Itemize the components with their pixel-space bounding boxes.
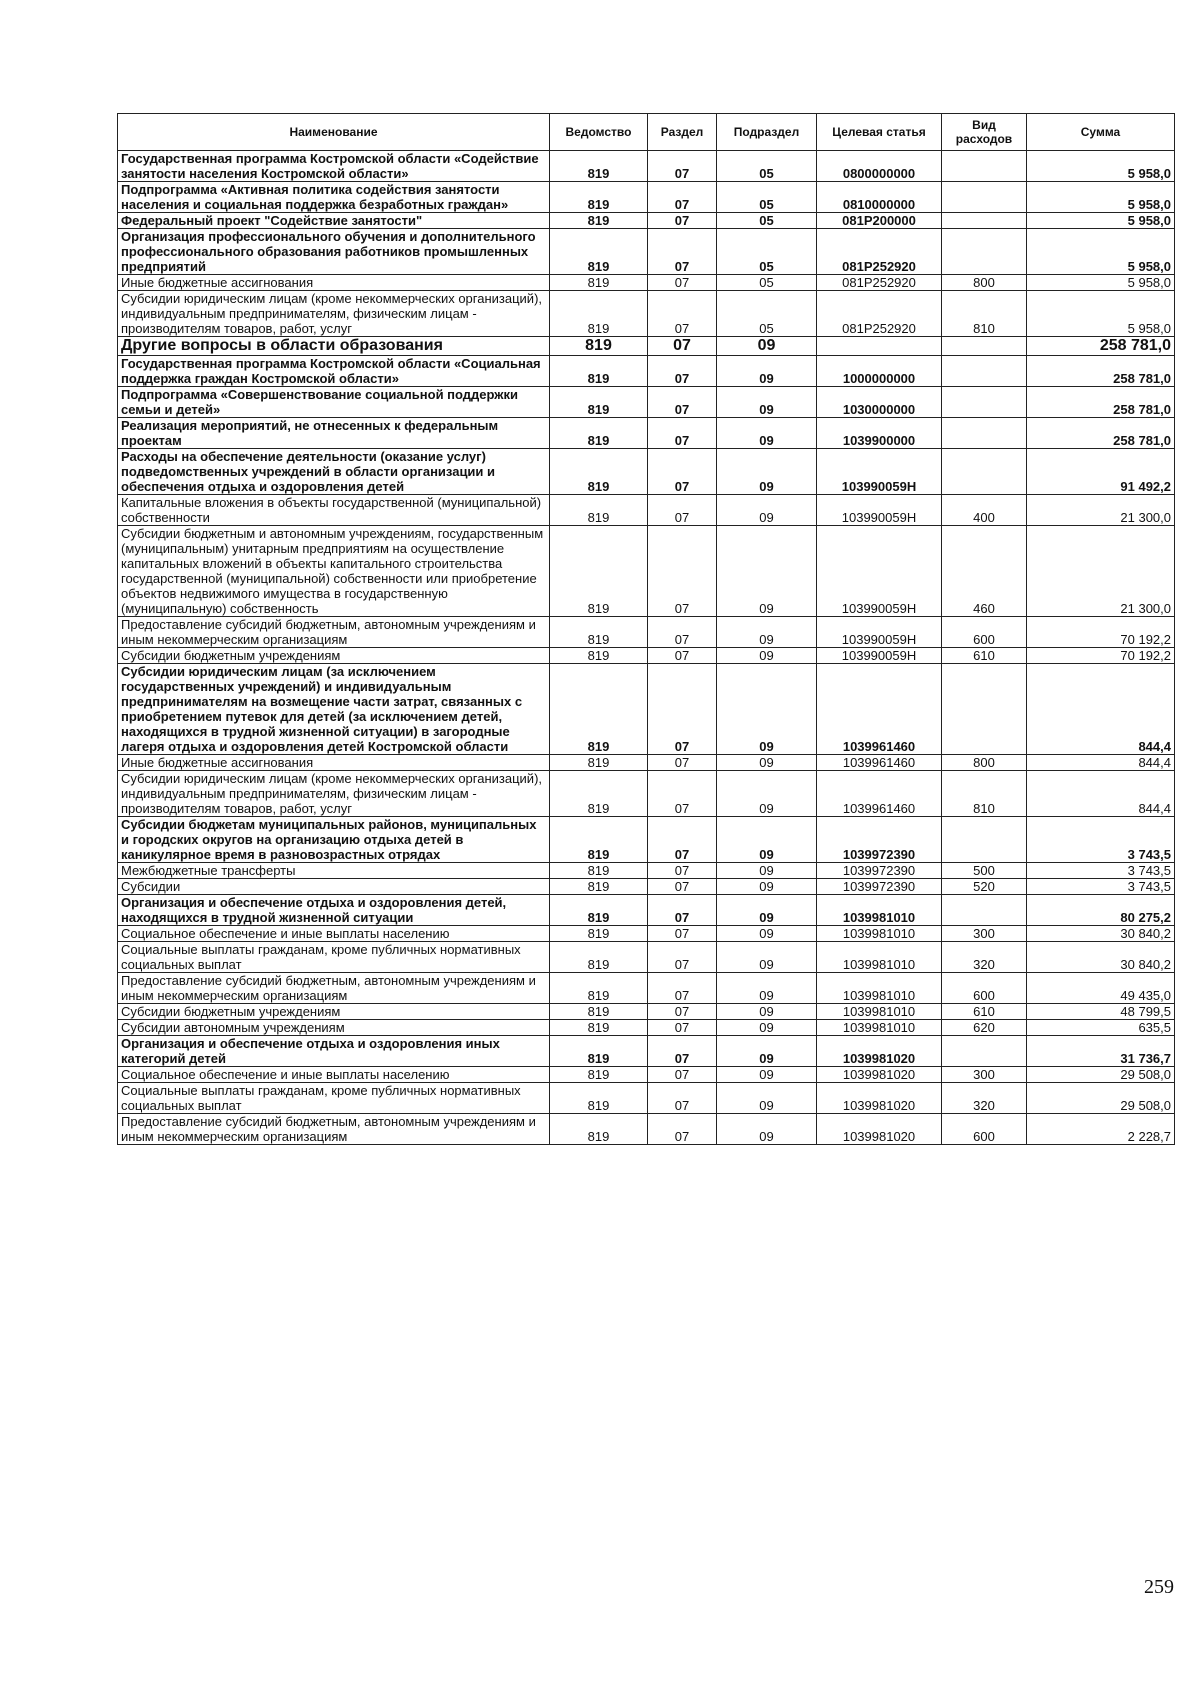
- table-row: [118, 879, 1175, 895]
- cell-sum: 30 840,2: [1027, 942, 1175, 973]
- cell-kind: 320: [942, 1083, 1027, 1114]
- cell-target: 1039981020: [817, 1114, 942, 1145]
- cell-name: Субсидии юридическим лицам (за исключением государственных учреждений) и индивидуальным предпринимателям на возмещение части затрат, связанных с приобретением путевок для детей (за исключением детей, находящихся в трудной жизненной ситуации) в загородные лагеря отдыха и оздоровления детей Костромской области: [118, 664, 550, 755]
- cell-section: 07: [648, 387, 717, 418]
- header-section: Раздел: [648, 114, 717, 151]
- cell-subsection: 09: [717, 863, 817, 879]
- cell-kind: 300: [942, 1067, 1027, 1083]
- cell-kind: 600: [942, 617, 1027, 648]
- cell-dept: 819: [550, 664, 648, 755]
- cell-subsection: 05: [717, 182, 817, 213]
- cell-kind: 600: [942, 973, 1027, 1004]
- cell-section: 07: [648, 895, 717, 926]
- cell-section: 07: [648, 151, 717, 182]
- cell-name: Субсидии бюджетам муниципальных районов, муниципальных и городских округов на организацию отдыха детей в каникулярное время в разновозрастных отрядах: [118, 817, 550, 863]
- cell-target: 1039961460: [817, 664, 942, 755]
- cell-name: Государственная программа Костромской области «Социальная поддержка граждан Костромской области»: [118, 356, 550, 387]
- cell-sum: 31 736,7: [1027, 1036, 1175, 1067]
- table-row: [118, 526, 1175, 617]
- cell-target: 1039972390: [817, 863, 942, 879]
- cell-sum: 3 743,5: [1027, 863, 1175, 879]
- cell-subsection: 09: [717, 1067, 817, 1083]
- cell-sum: 5 958,0: [1027, 291, 1175, 337]
- cell-target: [817, 337, 942, 356]
- cell-kind: 620: [942, 1020, 1027, 1036]
- cell-section: 07: [648, 648, 717, 664]
- table-row: [118, 1067, 1175, 1083]
- cell-dept: 819: [550, 213, 648, 229]
- cell-sum: 70 192,2: [1027, 617, 1175, 648]
- cell-section: 07: [648, 942, 717, 973]
- cell-target: 1039961460: [817, 755, 942, 771]
- cell-dept: 819: [550, 942, 648, 973]
- cell-target: 1000000000: [817, 356, 942, 387]
- cell-kind: [942, 356, 1027, 387]
- cell-sum: 29 508,0: [1027, 1067, 1175, 1083]
- cell-sum: 5 958,0: [1027, 151, 1175, 182]
- cell-kind: 520: [942, 879, 1027, 895]
- cell-name: Социальное обеспечение и иные выплаты населению: [118, 926, 550, 942]
- cell-sum: 2 228,7: [1027, 1114, 1175, 1145]
- cell-target: 1039981010: [817, 895, 942, 926]
- cell-kind: [942, 1036, 1027, 1067]
- cell-target: 1039981020: [817, 1036, 942, 1067]
- table-row: [118, 617, 1175, 648]
- cell-section: 07: [648, 213, 717, 229]
- cell-kind: [942, 895, 1027, 926]
- cell-subsection: 09: [717, 1036, 817, 1067]
- cell-section: 07: [648, 973, 717, 1004]
- cell-subsection: 05: [717, 229, 817, 275]
- cell-dept: 819: [550, 895, 648, 926]
- table-row: [118, 1020, 1175, 1036]
- cell-target: 103990059Н: [817, 648, 942, 664]
- page-number: 259: [1144, 1576, 1174, 1598]
- table-row: [118, 1036, 1175, 1067]
- cell-kind: 810: [942, 291, 1027, 337]
- cell-kind: 810: [942, 771, 1027, 817]
- cell-kind: 300: [942, 926, 1027, 942]
- cell-name: Другие вопросы в области образования: [118, 337, 550, 356]
- cell-name: Подпрограмма «Активная политика содействия занятости населения и социальная поддержка безработных граждан»: [118, 182, 550, 213]
- cell-section: 07: [648, 1020, 717, 1036]
- cell-dept: 819: [550, 1036, 648, 1067]
- cell-target: 103990059Н: [817, 449, 942, 495]
- cell-subsection: 09: [717, 1114, 817, 1145]
- cell-section: 07: [648, 526, 717, 617]
- cell-name: Социальные выплаты гражданам, кроме публичных нормативных социальных выплат: [118, 1083, 550, 1114]
- cell-kind: [942, 664, 1027, 755]
- table-row: [118, 356, 1175, 387]
- cell-name: Организация и обеспечение отдыха и оздоровления детей, находящихся в трудной жизненной ситуации: [118, 895, 550, 926]
- cell-section: 07: [648, 182, 717, 213]
- cell-sum: 5 958,0: [1027, 229, 1175, 275]
- cell-sum: 258 781,0: [1027, 356, 1175, 387]
- cell-sum: 49 435,0: [1027, 973, 1175, 1004]
- cell-target: 1039981010: [817, 926, 942, 942]
- cell-subsection: 09: [717, 895, 817, 926]
- cell-section: 07: [648, 879, 717, 895]
- cell-sum: 5 958,0: [1027, 213, 1175, 229]
- cell-dept: 819: [550, 617, 648, 648]
- cell-name: Межбюджетные трансферты: [118, 863, 550, 879]
- cell-kind: [942, 151, 1027, 182]
- table-row: [118, 664, 1175, 755]
- cell-section: 07: [648, 1004, 717, 1020]
- cell-name: Иные бюджетные ассигнования: [118, 755, 550, 771]
- cell-dept: 819: [550, 275, 648, 291]
- cell-target: 1039981020: [817, 1067, 942, 1083]
- table-row: [118, 1083, 1175, 1114]
- cell-sum: 844,4: [1027, 664, 1175, 755]
- cell-subsection: 09: [717, 648, 817, 664]
- cell-kind: [942, 229, 1027, 275]
- cell-subsection: 09: [717, 755, 817, 771]
- cell-name: Субсидии юридическим лицам (кроме некоммерческих организаций), индивидуальным предпринимателям, физическим лицам - производителям товаров, работ, услуг: [118, 291, 550, 337]
- cell-sum: 258 781,0: [1027, 387, 1175, 418]
- cell-target: 103990059Н: [817, 495, 942, 526]
- cell-target: 1039972390: [817, 879, 942, 895]
- cell-dept: 819: [550, 973, 648, 1004]
- cell-dept: 819: [550, 648, 648, 664]
- cell-section: 07: [648, 755, 717, 771]
- cell-sum: 844,4: [1027, 755, 1175, 771]
- cell-name: Государственная программа Костромской области «Содействие занятости населения Костромской области»: [118, 151, 550, 182]
- table-row: [118, 895, 1175, 926]
- cell-subsection: 09: [717, 617, 817, 648]
- cell-target: 1039981010: [817, 942, 942, 973]
- cell-kind: [942, 387, 1027, 418]
- table-row: [118, 337, 1175, 356]
- cell-name: Предоставление субсидий бюджетным, автономным учреждениям и иным некоммерческим организациям: [118, 973, 550, 1004]
- cell-name: Субсидии автономным учреждениям: [118, 1020, 550, 1036]
- cell-kind: [942, 449, 1027, 495]
- table-row: [118, 151, 1175, 182]
- cell-sum: 29 508,0: [1027, 1083, 1175, 1114]
- cell-subsection: 09: [717, 926, 817, 942]
- cell-section: 07: [648, 1083, 717, 1114]
- cell-subsection: 09: [717, 526, 817, 617]
- cell-sum: 3 743,5: [1027, 817, 1175, 863]
- cell-dept: 819: [550, 182, 648, 213]
- cell-kind: [942, 817, 1027, 863]
- cell-name: Капитальные вложения в объекты государственной (муниципальной) собственности: [118, 495, 550, 526]
- cell-sum: 91 492,2: [1027, 449, 1175, 495]
- cell-subsection: 05: [717, 213, 817, 229]
- cell-kind: 600: [942, 1114, 1027, 1145]
- table-row: [118, 387, 1175, 418]
- cell-subsection: 09: [717, 495, 817, 526]
- cell-subsection: 09: [717, 356, 817, 387]
- cell-sum: 48 799,5: [1027, 1004, 1175, 1020]
- cell-subsection: 09: [717, 1004, 817, 1020]
- cell-kind: 800: [942, 755, 1027, 771]
- table-row: [118, 182, 1175, 213]
- cell-target: 081P252920: [817, 275, 942, 291]
- cell-target: 1039981020: [817, 1083, 942, 1114]
- cell-section: 07: [648, 817, 717, 863]
- cell-subsection: 09: [717, 337, 817, 356]
- cell-sum: 5 958,0: [1027, 182, 1175, 213]
- cell-sum: 21 300,0: [1027, 495, 1175, 526]
- cell-name: Организация профессионального обучения и дополнительного профессионального образования работников промышленных предприятий: [118, 229, 550, 275]
- cell-name: Предоставление субсидий бюджетным, автономным учреждениям и иным некоммерческим организациям: [118, 617, 550, 648]
- cell-subsection: 09: [717, 817, 817, 863]
- cell-target: 103990059Н: [817, 617, 942, 648]
- cell-dept: 819: [550, 291, 648, 337]
- cell-section: 07: [648, 229, 717, 275]
- cell-section: 07: [648, 617, 717, 648]
- cell-target: 0800000000: [817, 151, 942, 182]
- cell-name: Социальное обеспечение и иные выплаты населению: [118, 1067, 550, 1083]
- cell-name: Субсидии бюджетным и автономным учреждениям, государственным (муниципальным) унитарным предприятиям на осуществление капитальных вложений в объекты капитального строительства государственной (муниципальной) собственности или приобретение объектов недвижимого имущества в государственную (муниципальную) собственность: [118, 526, 550, 617]
- cell-dept: 819: [550, 879, 648, 895]
- table-row: [118, 1114, 1175, 1145]
- header-dept: Ведомство: [550, 114, 648, 151]
- cell-subsection: 09: [717, 449, 817, 495]
- cell-kind: 800: [942, 275, 1027, 291]
- cell-name: Организация и обеспечение отдыха и оздоровления иных категорий детей: [118, 1036, 550, 1067]
- header-target: Целевая статья: [817, 114, 942, 151]
- cell-subsection: 09: [717, 771, 817, 817]
- cell-sum: 3 743,5: [1027, 879, 1175, 895]
- table-row: [118, 495, 1175, 526]
- cell-dept: 819: [550, 1004, 648, 1020]
- cell-subsection: 09: [717, 942, 817, 973]
- cell-section: 07: [648, 1114, 717, 1145]
- cell-kind: 610: [942, 648, 1027, 664]
- header-sum: Сумма: [1027, 114, 1175, 151]
- cell-sum: 258 781,0: [1027, 337, 1175, 356]
- cell-dept: 819: [550, 449, 648, 495]
- table-row: [118, 648, 1175, 664]
- cell-dept: 819: [550, 1114, 648, 1145]
- cell-section: 07: [648, 449, 717, 495]
- cell-sum: 844,4: [1027, 771, 1175, 817]
- cell-sum: 21 300,0: [1027, 526, 1175, 617]
- cell-section: 07: [648, 356, 717, 387]
- table-row: [118, 229, 1175, 275]
- cell-target: 1039900000: [817, 418, 942, 449]
- cell-name: Субсидии: [118, 879, 550, 895]
- cell-name: Субсидии бюджетным учреждениям: [118, 1004, 550, 1020]
- cell-subsection: 05: [717, 151, 817, 182]
- cell-kind: 610: [942, 1004, 1027, 1020]
- cell-dept: 819: [550, 863, 648, 879]
- cell-section: 07: [648, 664, 717, 755]
- cell-name: Федеральный проект "Содействие занятости": [118, 213, 550, 229]
- cell-dept: 819: [550, 926, 648, 942]
- cell-kind: 500: [942, 863, 1027, 879]
- cell-sum: 70 192,2: [1027, 648, 1175, 664]
- table-body: [118, 151, 1175, 1145]
- cell-subsection: 09: [717, 973, 817, 1004]
- cell-name: Реализация мероприятий, не отнесенных к федеральным проектам: [118, 418, 550, 449]
- cell-subsection: 09: [717, 387, 817, 418]
- cell-section: 07: [648, 275, 717, 291]
- cell-section: 07: [648, 291, 717, 337]
- cell-target: 1039981010: [817, 1004, 942, 1020]
- table-row: [118, 1004, 1175, 1020]
- cell-dept: 819: [550, 337, 648, 356]
- cell-name: Подпрограмма «Совершенствование социальной поддержки семьи и детей»: [118, 387, 550, 418]
- cell-target: 081P252920: [817, 229, 942, 275]
- table-row: [118, 817, 1175, 863]
- cell-section: 07: [648, 863, 717, 879]
- cell-dept: 819: [550, 1083, 648, 1114]
- cell-sum: 258 781,0: [1027, 418, 1175, 449]
- cell-target: 103990059Н: [817, 526, 942, 617]
- cell-target: 081P200000: [817, 213, 942, 229]
- cell-dept: 819: [550, 1067, 648, 1083]
- cell-subsection: 09: [717, 1083, 817, 1114]
- cell-dept: 819: [550, 229, 648, 275]
- cell-kind: [942, 418, 1027, 449]
- cell-sum: 80 275,2: [1027, 895, 1175, 926]
- cell-name: Предоставление субсидий бюджетным, автономным учреждениям и иным некоммерческим организациям: [118, 1114, 550, 1145]
- cell-dept: 819: [550, 526, 648, 617]
- table-row: [118, 449, 1175, 495]
- cell-subsection: 09: [717, 418, 817, 449]
- table-row: [118, 973, 1175, 1004]
- cell-kind: 320: [942, 942, 1027, 973]
- cell-sum: 5 958,0: [1027, 275, 1175, 291]
- cell-section: 07: [648, 771, 717, 817]
- cell-dept: 819: [550, 817, 648, 863]
- header-name: Наименование: [118, 114, 550, 151]
- table-row: [118, 275, 1175, 291]
- cell-kind: 460: [942, 526, 1027, 617]
- budget-table: [117, 113, 1175, 1145]
- table-row: [118, 213, 1175, 229]
- cell-section: 07: [648, 926, 717, 942]
- cell-subsection: 05: [717, 275, 817, 291]
- cell-dept: 819: [550, 771, 648, 817]
- cell-target: 1039981010: [817, 973, 942, 1004]
- cell-dept: 819: [550, 755, 648, 771]
- cell-kind: [942, 337, 1027, 356]
- table-row: [118, 942, 1175, 973]
- cell-dept: 819: [550, 1020, 648, 1036]
- cell-section: 07: [648, 337, 717, 356]
- table-row: [118, 755, 1175, 771]
- cell-target: 0810000000: [817, 182, 942, 213]
- cell-section: 07: [648, 1036, 717, 1067]
- cell-subsection: 09: [717, 664, 817, 755]
- table-row: [118, 926, 1175, 942]
- cell-section: 07: [648, 495, 717, 526]
- cell-dept: 819: [550, 418, 648, 449]
- cell-dept: 819: [550, 356, 648, 387]
- cell-target: 081P252920: [817, 291, 942, 337]
- cell-name: Субсидии бюджетным учреждениям: [118, 648, 550, 664]
- cell-dept: 819: [550, 387, 648, 418]
- cell-section: 07: [648, 418, 717, 449]
- cell-sum: 635,5: [1027, 1020, 1175, 1036]
- cell-dept: 819: [550, 151, 648, 182]
- header-subsection: Подраздел: [717, 114, 817, 151]
- cell-subsection: 09: [717, 879, 817, 895]
- cell-name: Расходы на обеспечение деятельности (оказание услуг) подведомственных учреждений в области организации и обеспечения отдыха и оздоровления детей: [118, 449, 550, 495]
- cell-name: Субсидии юридическим лицам (кроме некоммерческих организаций), индивидуальным предпринимателям, физическим лицам - производителям товаров, работ, услуг: [118, 771, 550, 817]
- cell-sum: 30 840,2: [1027, 926, 1175, 942]
- cell-target: 1039972390: [817, 817, 942, 863]
- cell-subsection: 05: [717, 291, 817, 337]
- cell-target: 1039961460: [817, 771, 942, 817]
- table-row: [118, 291, 1175, 337]
- cell-section: 07: [648, 1067, 717, 1083]
- table-row: [118, 418, 1175, 449]
- cell-target: 1030000000: [817, 387, 942, 418]
- cell-target: 1039981010: [817, 1020, 942, 1036]
- table-row: [118, 771, 1175, 817]
- cell-dept: 819: [550, 495, 648, 526]
- cell-kind: [942, 182, 1027, 213]
- cell-name: Иные бюджетные ассигнования: [118, 275, 550, 291]
- cell-kind: [942, 213, 1027, 229]
- cell-kind: 400: [942, 495, 1027, 526]
- cell-name: Социальные выплаты гражданам, кроме публичных нормативных социальных выплат: [118, 942, 550, 973]
- table-row: [118, 863, 1175, 879]
- cell-subsection: 09: [717, 1020, 817, 1036]
- table-header-row: [118, 114, 1175, 151]
- header-kind: Вид расходов: [942, 114, 1027, 151]
